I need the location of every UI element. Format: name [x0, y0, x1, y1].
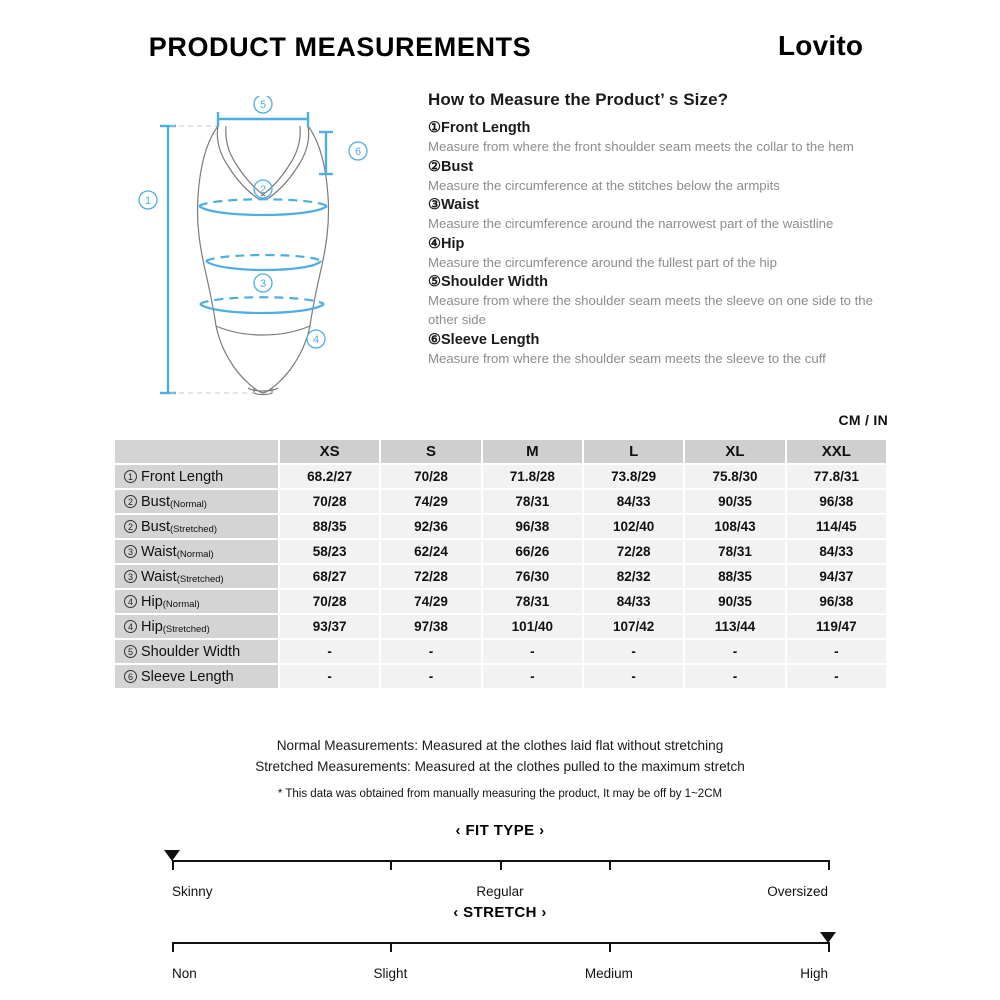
- scale-label: High: [800, 966, 828, 981]
- size-chart-table: [113, 438, 888, 690]
- measure-item-title: ③Waist: [428, 197, 480, 214]
- callout-number-icon: 2: [124, 520, 137, 533]
- waist-dimension: [206, 255, 321, 270]
- scale-label: Non: [172, 966, 197, 981]
- table-cell: 93/37: [280, 615, 379, 638]
- callout-number-icon: 6: [124, 670, 137, 683]
- table-cell: 92/36: [381, 515, 480, 538]
- table-cell: 72/28: [584, 540, 683, 563]
- stretch-marker: [820, 932, 836, 943]
- measurement-notes: [0, 735, 1000, 800]
- stretch-axis-line: [172, 942, 828, 944]
- measure-item-bust: [428, 158, 900, 196]
- table-row: [115, 515, 886, 538]
- page-title: PRODUCT MEASUREMENTS: [148, 32, 532, 62]
- table-cell: 108/43: [685, 515, 784, 538]
- table-cell: -: [685, 640, 784, 663]
- table-cell: 96/38: [483, 515, 582, 538]
- svg-text:5: 5: [259, 99, 267, 111]
- measure-item-title: ②Bust: [428, 158, 474, 175]
- scale-tick: [609, 942, 611, 952]
- row-label-qualifier: (Stretched): [170, 523, 218, 535]
- column-header-xl: XL: [685, 440, 784, 463]
- table-cell: 72/28: [381, 565, 480, 588]
- fit-type-scale: [0, 822, 1000, 902]
- swimsuit-illustration: [118, 96, 408, 406]
- how-to-measure-heading: How to Measure the Product’ s Size?: [428, 90, 729, 109]
- table-cell: 113/44: [685, 615, 784, 638]
- stretch-track[interactable]: [172, 932, 828, 966]
- scale-tick: [172, 942, 174, 952]
- scale-label: Skinny: [172, 884, 213, 899]
- fit-type-marker: [164, 850, 180, 861]
- table-cell: -: [381, 665, 480, 688]
- table-cell: 75.8/30: [685, 465, 784, 488]
- table-cell: 114/45: [787, 515, 886, 538]
- table-cell: 74/29: [381, 490, 480, 513]
- row-label-waist: 3 Waist(Stretched): [115, 565, 278, 588]
- table-row: [115, 665, 886, 688]
- table-cell: 58/23: [280, 540, 379, 563]
- measure-item-title: ⑤Shoulder Width: [428, 274, 548, 291]
- scale-tick: [390, 860, 392, 870]
- svg-text:3: 3: [259, 278, 267, 290]
- row-label-sleeve-length: 6 Sleeve Length: [115, 665, 278, 688]
- table-cell: 62/24: [381, 540, 480, 563]
- table-cell: 71.8/28: [483, 465, 582, 488]
- row-label-qualifier: (Normal): [176, 548, 214, 560]
- table-row: [115, 565, 886, 588]
- garment-diagram: [118, 96, 408, 406]
- fit-type-title: ‹ FIT TYPE ›: [455, 822, 545, 839]
- table-cell: 102/40: [584, 515, 683, 538]
- scale-tick: [390, 942, 392, 952]
- fit-type-track[interactable]: [172, 850, 828, 884]
- table-cell: 74/29: [381, 590, 480, 613]
- scale-label: Oversized: [767, 884, 828, 899]
- row-label-qualifier: (Normal): [170, 498, 207, 510]
- table-cell: 70/28: [280, 490, 379, 513]
- table-row: [115, 590, 886, 613]
- callout-markers: [139, 96, 367, 348]
- table-body: [115, 465, 886, 688]
- callout-number-icon: 3: [124, 570, 137, 583]
- column-header-xs: XS: [280, 440, 379, 463]
- fit-type-labels: [172, 884, 828, 902]
- table-cell: 82/32: [584, 565, 683, 588]
- table-cell: 88/35: [685, 565, 784, 588]
- table-row: [115, 490, 886, 513]
- measure-item-desc: Measure the circumference around the fullest part of the hip: [428, 254, 777, 270]
- page-header: [0, 32, 1000, 72]
- table-cell: 90/35: [685, 490, 784, 513]
- scale-label: Medium: [584, 966, 633, 981]
- table-row: [115, 615, 886, 638]
- table-cell: 119/47: [787, 615, 886, 638]
- column-header-s: S: [381, 440, 480, 463]
- row-label-bust: 2 Bust(Stretched): [115, 515, 278, 538]
- table-cell: 73.8/29: [584, 465, 683, 488]
- table-row: [115, 640, 886, 663]
- table-cell: -: [787, 665, 886, 688]
- table-cell: 90/35: [685, 590, 784, 613]
- table-cell: 68/27: [280, 565, 379, 588]
- measure-item-shoulder-width: [428, 273, 900, 329]
- front-length-dimension: [160, 126, 176, 393]
- stretch-labels: [172, 966, 828, 984]
- table-cell: 88/35: [280, 515, 379, 538]
- scale-tick: [172, 860, 174, 870]
- table-row: [115, 540, 886, 563]
- svg-text:1: 1: [144, 195, 152, 207]
- how-to-measure-section: [428, 90, 900, 369]
- callout-number-icon: 3: [124, 545, 137, 558]
- measure-item-sleeve-length: [428, 331, 900, 369]
- callout-number-icon: 1: [124, 470, 137, 483]
- measure-item-desc: Measure from where the shoulder seam meets the sleeve on one side to the other side: [428, 293, 873, 327]
- unit-label: CM / IN: [838, 412, 888, 428]
- row-label-front-length: 1 Front Length: [115, 465, 278, 488]
- note-disclaimer: * This data was obtained from manually measuring the product, It may be off by 1~2CM: [277, 788, 723, 800]
- table-cell: 78/31: [483, 490, 582, 513]
- table-cell: -: [685, 665, 784, 688]
- stretch-title: ‹ STRETCH ›: [453, 904, 547, 921]
- measure-item-desc: Measure from where the front shoulder seam meets the collar to the hem: [428, 139, 854, 154]
- table-cell: 66/26: [483, 540, 582, 563]
- table-cell: 101/40: [483, 615, 582, 638]
- table-cell: 70/28: [280, 590, 379, 613]
- measure-item-desc: Measure the circumference around the narrowest part of the waistline: [428, 216, 834, 232]
- row-label-qualifier: (Normal): [162, 598, 200, 610]
- row-label-waist: 3 Waist(Normal): [115, 540, 278, 563]
- table-cell: 77.8/31: [787, 465, 886, 488]
- table-cell: -: [584, 640, 683, 663]
- measure-item-desc: Measure from where the shoulder seam meets the sleeve to the cuff: [428, 350, 826, 366]
- table-cell: 84/33: [787, 540, 886, 563]
- table-cell: -: [280, 640, 379, 663]
- table-cell: 68.2/27: [280, 465, 379, 488]
- stretch-scale: [0, 904, 1000, 984]
- table-cell: -: [584, 665, 683, 688]
- note-stretched: Stretched Measurements: Measured at the clothes pulled to the maximum stretch: [255, 759, 745, 774]
- row-label-qualifier: (Stretched): [176, 573, 224, 585]
- measure-item-title: ①Front Length: [428, 120, 531, 136]
- scale-label: Slight: [373, 966, 408, 981]
- measure-item-front-length: [428, 119, 900, 157]
- svg-text:6: 6: [354, 146, 362, 158]
- table-cell: 97/38: [381, 615, 480, 638]
- brand-logo: Lovito: [778, 30, 864, 61]
- measure-item-desc: Measure the circumference at the stitches below the armpits: [428, 177, 780, 193]
- column-header-l: L: [584, 440, 683, 463]
- table-cell: 107/42: [584, 615, 683, 638]
- callout-number-icon: 4: [124, 620, 137, 633]
- row-label-bust: 2 Bust(Normal): [115, 490, 278, 513]
- table-header-row: [115, 440, 886, 463]
- note-normal: Normal Measurements: Measured at the clothes laid flat without stretching: [276, 738, 724, 753]
- table-cell: 70/28: [381, 465, 480, 488]
- hip-dimension: [200, 297, 324, 313]
- table-cell: 78/31: [685, 540, 784, 563]
- measure-item-hip: [428, 235, 900, 273]
- table-cell: -: [787, 640, 886, 663]
- table-corner-cell: [115, 440, 278, 463]
- table-cell: 84/33: [584, 490, 683, 513]
- table-cell: 96/38: [787, 490, 886, 513]
- scale-label: Regular: [476, 884, 524, 899]
- table-cell: 76/30: [483, 565, 582, 588]
- table-cell: -: [280, 665, 379, 688]
- row-label-hip: 4 Hip(Stretched): [115, 615, 278, 638]
- table-row: [115, 465, 886, 488]
- shoulder-width-dimension: [218, 112, 308, 127]
- callout-number-icon: 5: [124, 645, 137, 658]
- column-header-m: M: [483, 440, 582, 463]
- table-cell: 78/31: [483, 590, 582, 613]
- table-cell: 84/33: [584, 590, 683, 613]
- row-label-shoulder-width: 5 Shoulder Width: [115, 640, 278, 663]
- measure-item-title: ④Hip: [428, 235, 465, 252]
- measure-item-waist: [428, 196, 900, 234]
- column-header-xxl: XXL: [787, 440, 886, 463]
- bust-dimension: [199, 199, 327, 215]
- row-label-hip: 4 Hip(Normal): [115, 590, 278, 613]
- measure-item-title: ⑥Sleeve Length: [428, 331, 540, 348]
- scale-tick: [500, 860, 502, 870]
- svg-text:2: 2: [259, 184, 267, 196]
- row-label-qualifier: (Stretched): [162, 623, 210, 635]
- table-cell: -: [483, 665, 582, 688]
- table-cell: 96/38: [787, 590, 886, 613]
- scale-tick: [828, 942, 830, 952]
- svg-text:4: 4: [312, 334, 320, 346]
- table-cell: -: [381, 640, 480, 663]
- scale-tick: [609, 860, 611, 870]
- callout-number-icon: 2: [124, 495, 137, 508]
- scale-tick: [828, 860, 830, 870]
- table-cell: 94/37: [787, 565, 886, 588]
- table-cell: -: [483, 640, 582, 663]
- callout-number-icon: 4: [124, 595, 137, 608]
